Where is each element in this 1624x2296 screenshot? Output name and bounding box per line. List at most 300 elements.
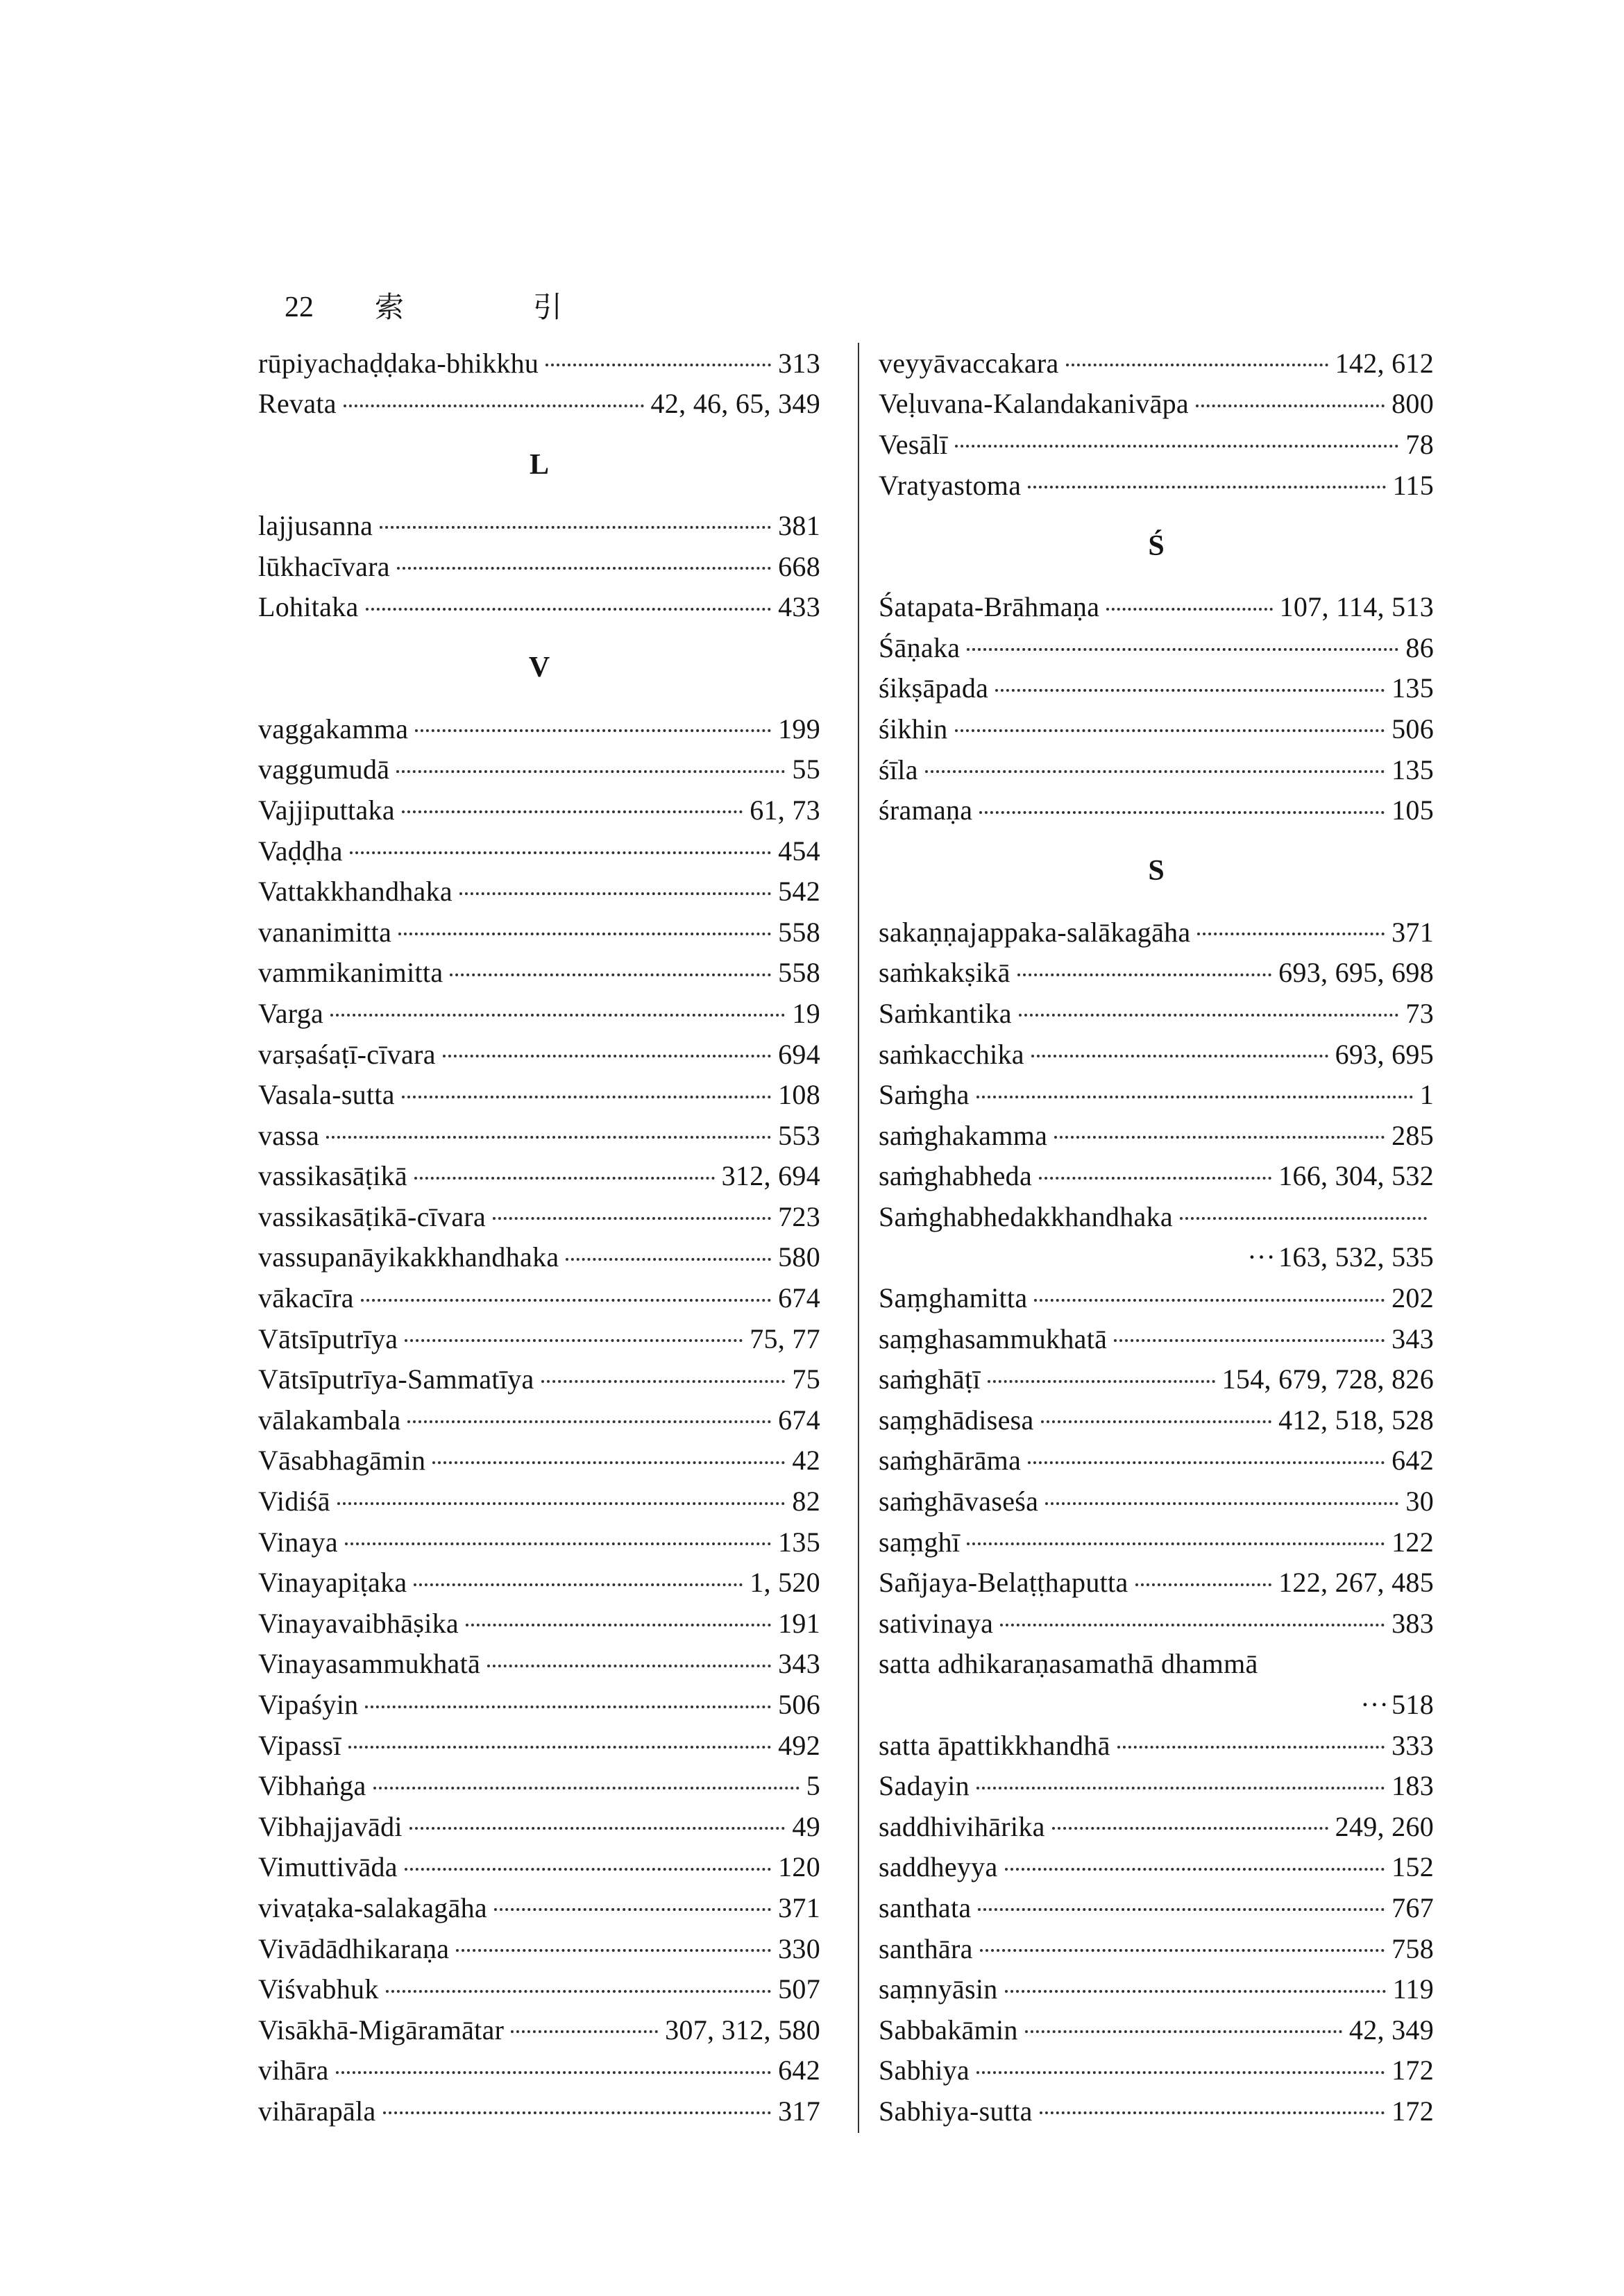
dot-leader bbox=[350, 851, 771, 854]
index-entry-continuation bbox=[879, 1684, 1434, 1725]
index-entry bbox=[879, 1847, 1434, 1888]
index-term: vihāra bbox=[258, 2055, 329, 2086]
index-entry bbox=[879, 1765, 1434, 1806]
index-term: vassupanāyikakkhandhaka bbox=[258, 1241, 559, 1273]
index-term: veyyāvaccakara bbox=[879, 347, 1059, 379]
page-refs: 75 bbox=[792, 1363, 820, 1395]
dot-leader bbox=[1028, 1461, 1385, 1464]
index-term: śikhin bbox=[879, 713, 948, 745]
page-refs: 5 bbox=[806, 1770, 820, 1802]
index-entry bbox=[258, 505, 820, 546]
column-divider bbox=[858, 343, 859, 2133]
index-entry bbox=[879, 912, 1434, 953]
dot-leader bbox=[1197, 933, 1385, 935]
page-refs: 183 bbox=[1392, 1770, 1434, 1802]
dot-leader bbox=[366, 608, 772, 611]
page-refs: 694 bbox=[778, 1038, 820, 1070]
index-entry bbox=[879, 1156, 1434, 1197]
page-refs: 693, 695 bbox=[1335, 1038, 1434, 1070]
page-refs: ··· 518 bbox=[1360, 1688, 1434, 1721]
index-term: Vinayavaibhāṣika bbox=[258, 1607, 459, 1639]
index-term: santhata bbox=[879, 1891, 972, 1923]
index-entry bbox=[258, 993, 820, 1034]
page-refs: 172 bbox=[1392, 2055, 1434, 2086]
index-entry bbox=[258, 1115, 820, 1156]
page-refs: 668 bbox=[778, 550, 820, 582]
dot-leader bbox=[365, 1706, 771, 1708]
index-entry bbox=[879, 465, 1434, 506]
index-column-right bbox=[879, 343, 1434, 2132]
index-term: vassikasāṭikā-cīvara bbox=[258, 1200, 487, 1232]
dot-leader bbox=[1000, 1624, 1385, 1626]
index-entry bbox=[879, 2009, 1434, 2050]
page-refs: 42 bbox=[792, 1445, 820, 1477]
dot-leader bbox=[397, 567, 771, 570]
index-entry bbox=[258, 1481, 820, 1522]
index-entry bbox=[879, 749, 1434, 790]
page-refs: 108 bbox=[778, 1079, 820, 1111]
page-refs: 1, 520 bbox=[750, 1567, 820, 1599]
page-refs: 86 bbox=[1405, 631, 1434, 663]
index-term: saṁghakamma bbox=[879, 1119, 1048, 1151]
section-letter-heading: Ś bbox=[1148, 529, 1165, 562]
page-refs: 42, 349 bbox=[1348, 2014, 1434, 2046]
index-term: Vimuttivāda bbox=[258, 1851, 398, 1883]
page-refs: 75, 77 bbox=[750, 1323, 820, 1354]
index-entry bbox=[258, 2009, 820, 2050]
dot-leader bbox=[1017, 973, 1271, 976]
page-refs: 1 bbox=[1419, 1079, 1434, 1111]
index-entry bbox=[879, 384, 1434, 425]
index-term: saṃghī bbox=[879, 1526, 961, 1558]
index-term: Vipaśyin bbox=[258, 1689, 359, 1721]
index-term: varṣaśaṭī-cīvara bbox=[258, 1038, 436, 1070]
index-term: Viśvabhuk bbox=[258, 1973, 379, 2005]
dot-leader bbox=[380, 526, 771, 529]
index-entry bbox=[879, 627, 1434, 668]
page-refs: 381 bbox=[778, 509, 820, 541]
dot-leader bbox=[976, 1096, 1413, 1098]
index-entry-continuation bbox=[879, 1237, 1434, 1278]
index-term: saṁghabheda bbox=[879, 1160, 1032, 1192]
index-term: rūpiyachaḍḍaka-bhikkhu bbox=[258, 347, 539, 379]
index-term: vākacīra bbox=[258, 1282, 354, 1314]
index-term: saddheyya bbox=[879, 1851, 998, 1883]
page-refs: 433 bbox=[778, 591, 820, 623]
index-entry bbox=[258, 1400, 820, 1440]
dot-leader bbox=[1025, 2030, 1342, 2033]
page-refs: 330 bbox=[778, 1932, 820, 1964]
index-term: Vātsīputrīya-Sammatīya bbox=[258, 1363, 534, 1395]
page-refs: 542 bbox=[778, 876, 820, 908]
dot-leader bbox=[330, 1014, 785, 1017]
page-refs: 199 bbox=[778, 713, 820, 745]
dot-leader bbox=[1052, 1827, 1328, 1830]
page-refs: 142, 612 bbox=[1335, 347, 1434, 379]
index-entry bbox=[258, 1968, 820, 2009]
dot-leader bbox=[466, 1624, 771, 1626]
page-refs: 371 bbox=[1392, 916, 1434, 948]
page-refs: 333 bbox=[1392, 1729, 1434, 1761]
page-refs: 30 bbox=[1405, 1486, 1434, 1517]
index-term: sakaṇṇajappaka-salākagāha bbox=[879, 916, 1191, 948]
dot-leader bbox=[955, 729, 1385, 732]
index-entry bbox=[879, 1318, 1434, 1359]
index-term: saṁkacchika bbox=[879, 1038, 1024, 1070]
index-entry bbox=[258, 1277, 820, 1318]
index-term: vassa bbox=[258, 1119, 320, 1151]
page-refs: 249, 260 bbox=[1335, 1810, 1434, 1842]
dot-leader bbox=[443, 1055, 771, 1057]
page-refs: 202 bbox=[1392, 1282, 1434, 1314]
index-entry bbox=[879, 1968, 1434, 2009]
index-term: saṃnyāsin bbox=[879, 1973, 998, 2005]
index-entry bbox=[258, 1156, 820, 1197]
index-entry bbox=[258, 1074, 820, 1115]
page-refs: 42, 46, 65, 349 bbox=[650, 388, 820, 420]
index-term: Vinayasammukhatā bbox=[258, 1648, 481, 1680]
index-term: saṁghārāma bbox=[879, 1445, 1022, 1477]
index-entry bbox=[258, 1887, 820, 1928]
index-term: Vivādādhikaraṇa bbox=[258, 1932, 450, 1964]
index-entry bbox=[879, 1603, 1434, 1644]
index-entry bbox=[258, 1522, 820, 1563]
index-entry bbox=[879, 953, 1434, 994]
index-entry bbox=[258, 1196, 820, 1237]
index-entry bbox=[258, 1725, 820, 1766]
page-refs: 55 bbox=[792, 754, 820, 785]
index-entry bbox=[879, 708, 1434, 749]
index-entry bbox=[879, 1359, 1434, 1400]
index-term: satta adhikaraṇasamathā dhammā bbox=[879, 1648, 1258, 1680]
page-refs: 642 bbox=[1392, 1445, 1434, 1477]
index-term: Vratyastoma bbox=[879, 469, 1022, 501]
index-entry bbox=[258, 790, 820, 831]
page-refs: 19 bbox=[792, 997, 820, 1029]
index-entry bbox=[879, 1196, 1434, 1237]
index-term: saṁkakṣikā bbox=[879, 957, 1010, 989]
dot-leader bbox=[414, 1583, 743, 1586]
dot-leader bbox=[326, 1136, 771, 1139]
dot-leader bbox=[336, 2071, 771, 2074]
dot-leader bbox=[976, 1787, 1385, 1789]
dot-leader bbox=[450, 973, 771, 976]
dot-leader bbox=[337, 1502, 786, 1505]
page-refs: 693, 695, 698 bbox=[1278, 957, 1434, 989]
index-entry bbox=[258, 708, 820, 749]
page-refs: ··· 163, 532, 535 bbox=[1247, 1241, 1434, 1273]
page-refs: 558 bbox=[778, 916, 820, 948]
index-term: Sabhiya-sutta bbox=[879, 2095, 1033, 2127]
dot-leader bbox=[409, 1827, 786, 1830]
dot-leader bbox=[415, 729, 771, 732]
dot-leader bbox=[511, 2030, 658, 2033]
index-term: Sabbakāmin bbox=[879, 2014, 1018, 2046]
dot-leader bbox=[344, 405, 644, 407]
page-refs: 371 bbox=[778, 1891, 820, 1923]
page-refs: 343 bbox=[1392, 1323, 1434, 1354]
index-entry bbox=[258, 1562, 820, 1603]
page-refs: 78 bbox=[1405, 428, 1434, 460]
dot-leader bbox=[967, 648, 1398, 651]
page-refs: 82 bbox=[792, 1486, 820, 1517]
page-refs: 317 bbox=[778, 2095, 820, 2127]
page-refs: 507 bbox=[778, 1973, 820, 2005]
page-refs: 119 bbox=[1392, 1973, 1434, 2005]
page-refs: 307, 312, 580 bbox=[665, 2014, 820, 2046]
page-refs: 412, 518, 528 bbox=[1278, 1404, 1434, 1436]
index-term: Vesālī bbox=[879, 428, 948, 460]
index-entry bbox=[258, 749, 820, 790]
index-term: Vinaya bbox=[258, 1526, 338, 1558]
page-refs: 105 bbox=[1392, 794, 1434, 826]
dot-leader bbox=[1031, 1055, 1328, 1057]
dot-leader bbox=[386, 1990, 771, 1993]
index-entry bbox=[258, 1603, 820, 1644]
index-term: vālakambala bbox=[258, 1404, 401, 1436]
dot-leader bbox=[1054, 1136, 1385, 1139]
index-term: Vattakkhandhaka bbox=[258, 876, 452, 908]
index-term: Vinayapiṭaka bbox=[258, 1567, 407, 1599]
index-title-char-2: 引 bbox=[533, 290, 563, 324]
page-refs: 135 bbox=[1392, 672, 1434, 704]
index-entry bbox=[258, 546, 820, 587]
index-entry bbox=[879, 1277, 1434, 1318]
dot-leader bbox=[1040, 2111, 1385, 2114]
index-entry bbox=[258, 384, 820, 425]
index-entry bbox=[258, 1237, 820, 1278]
index-entry bbox=[879, 1400, 1434, 1440]
index-entry bbox=[879, 1074, 1434, 1115]
index-entry bbox=[879, 343, 1434, 384]
index-term: satta āpattikkhandhā bbox=[879, 1729, 1110, 1761]
dot-leader bbox=[978, 1908, 1385, 1911]
section-letter-heading: S bbox=[1148, 855, 1165, 887]
index-term: vivaṭaka-salakagāha bbox=[258, 1891, 487, 1923]
index-entry bbox=[879, 993, 1434, 1034]
page-refs: 73 bbox=[1405, 997, 1434, 1029]
page-refs: 492 bbox=[778, 1729, 820, 1761]
dot-leader bbox=[1114, 1339, 1385, 1342]
dot-leader bbox=[407, 1420, 771, 1423]
page-refs: 154, 679, 728, 826 bbox=[1221, 1363, 1434, 1395]
index-entry bbox=[258, 1644, 820, 1685]
index-term: vassikasāṭikā bbox=[258, 1160, 407, 1192]
page-refs: 172 bbox=[1392, 2095, 1434, 2127]
index-term: Vāsabhagāmin bbox=[258, 1445, 426, 1477]
index-entry bbox=[879, 668, 1434, 709]
page-number: 22 bbox=[285, 291, 314, 323]
page-refs: 383 bbox=[1392, 1607, 1434, 1639]
index-entry bbox=[879, 1522, 1434, 1563]
dot-leader bbox=[541, 1380, 786, 1383]
index-term: Śāṇaka bbox=[879, 631, 961, 663]
index-entry bbox=[879, 1725, 1434, 1766]
index-term: Saṁghabhedakkhandhaka bbox=[879, 1200, 1173, 1232]
index-title-char-1: 索 bbox=[375, 290, 405, 324]
section-letter-heading: L bbox=[529, 448, 549, 481]
page-refs: 166, 304, 532 bbox=[1278, 1160, 1434, 1192]
index-entry bbox=[258, 953, 820, 994]
index-term: śramaṇa bbox=[879, 794, 973, 826]
page-refs: 506 bbox=[778, 1689, 820, 1721]
index-entry bbox=[258, 1359, 820, 1400]
dot-leader bbox=[414, 1177, 715, 1180]
dot-leader bbox=[1117, 1746, 1385, 1749]
index-entry bbox=[258, 1847, 820, 1888]
page-refs: 122, 267, 485 bbox=[1278, 1567, 1434, 1599]
dot-leader bbox=[1045, 1502, 1398, 1505]
dot-leader bbox=[373, 1787, 800, 1789]
index-term: śīla bbox=[879, 754, 918, 785]
index-entry bbox=[879, 2091, 1434, 2132]
index-entry bbox=[879, 1115, 1434, 1156]
index-term: Śatapata-Brāhmaṇa bbox=[879, 591, 1100, 623]
dot-leader bbox=[405, 1339, 743, 1342]
page-refs: 191 bbox=[778, 1607, 820, 1639]
index-term: Vajjiputtaka bbox=[258, 794, 395, 826]
section-letter-heading: V bbox=[528, 652, 550, 684]
index-term: sativinaya bbox=[879, 1607, 994, 1639]
index-entry bbox=[879, 1481, 1434, 1522]
page-refs: 285 bbox=[1392, 1119, 1434, 1151]
index-term: Visākhā-Migāramātar bbox=[258, 2014, 505, 2046]
index-entry bbox=[879, 1562, 1434, 1603]
dot-leader bbox=[1041, 1420, 1272, 1423]
dot-leader bbox=[979, 811, 1385, 814]
index-term: Sañjaya-Belaṭṭhaputta bbox=[879, 1567, 1128, 1599]
index-entry bbox=[879, 1928, 1434, 1969]
index-entry bbox=[879, 1887, 1434, 1928]
index-entry bbox=[258, 343, 820, 384]
index-term: Revata bbox=[258, 388, 337, 420]
index-entry bbox=[879, 586, 1434, 627]
index-term: Saṁkantika bbox=[879, 997, 1012, 1029]
page-refs: 767 bbox=[1392, 1891, 1434, 1923]
page-refs: 61, 73 bbox=[750, 794, 820, 826]
index-term: Saṁgha bbox=[879, 1079, 970, 1111]
index-term: Saṃghamitta bbox=[879, 1282, 1028, 1314]
page-refs: 642 bbox=[778, 2055, 820, 2086]
dot-leader bbox=[925, 770, 1385, 773]
index-term: Lohitaka bbox=[258, 591, 359, 623]
index-term: saṁghāṭī bbox=[879, 1363, 981, 1395]
index-term: Vidiśā bbox=[258, 1486, 330, 1517]
dot-leader bbox=[348, 1746, 771, 1749]
dot-leader bbox=[1180, 1217, 1427, 1220]
dot-leader bbox=[1106, 608, 1272, 611]
page-refs: 49 bbox=[792, 1810, 820, 1842]
index-term: saṃghasammukhatā bbox=[879, 1323, 1108, 1354]
dot-leader bbox=[383, 2111, 772, 2114]
index-entry bbox=[258, 1034, 820, 1075]
index-entry bbox=[258, 831, 820, 871]
page-refs: 135 bbox=[1392, 754, 1434, 785]
page-refs: 558 bbox=[778, 957, 820, 989]
page-refs: 313 bbox=[778, 347, 820, 379]
dot-leader bbox=[487, 1665, 771, 1667]
dot-leader bbox=[402, 810, 743, 813]
index-entry bbox=[258, 1684, 820, 1725]
index-term: Vātsīputrīya bbox=[258, 1323, 398, 1354]
dot-leader bbox=[955, 445, 1399, 448]
dot-leader bbox=[566, 1258, 771, 1261]
index-term: Veḷuvana-Kalandakanivāpa bbox=[879, 388, 1189, 420]
dot-leader bbox=[1019, 1014, 1399, 1017]
index-term: Sadayin bbox=[879, 1770, 970, 1802]
index-term: vananimitta bbox=[258, 916, 392, 948]
page-refs: 122 bbox=[1392, 1526, 1434, 1558]
page-refs: 506 bbox=[1392, 713, 1434, 745]
dot-leader bbox=[493, 1217, 771, 1220]
dot-leader bbox=[345, 1542, 771, 1545]
dot-leader bbox=[1034, 1299, 1385, 1302]
page-refs: 120 bbox=[778, 1851, 820, 1883]
dot-leader bbox=[545, 364, 771, 366]
index-term: vaggakamma bbox=[258, 713, 409, 745]
page-refs: 135 bbox=[778, 1526, 820, 1558]
index-term: saddhivihārika bbox=[879, 1810, 1045, 1842]
index-column-left bbox=[258, 343, 820, 2132]
index-term: vihārapāla bbox=[258, 2095, 376, 2127]
dot-leader bbox=[1066, 364, 1328, 366]
dot-leader bbox=[967, 1542, 1385, 1545]
index-term: saṃghādisesa bbox=[879, 1404, 1034, 1436]
dot-leader bbox=[976, 2071, 1385, 2074]
dot-leader bbox=[402, 1096, 771, 1098]
index-entry bbox=[258, 1928, 820, 1969]
index-entry bbox=[879, 790, 1434, 831]
dot-leader bbox=[405, 1868, 771, 1871]
dot-leader bbox=[459, 892, 771, 895]
index-term: Vibhajjavādi bbox=[258, 1810, 403, 1842]
page-header bbox=[285, 283, 632, 332]
page-refs: 115 bbox=[1392, 469, 1434, 501]
dot-leader bbox=[1196, 405, 1385, 407]
index-term: Vaḍḍha bbox=[258, 835, 343, 867]
page-refs: 758 bbox=[1392, 1932, 1434, 1964]
dot-leader bbox=[361, 1299, 771, 1302]
page-refs: 343 bbox=[778, 1648, 820, 1680]
page-refs: 553 bbox=[778, 1119, 820, 1151]
index-entry bbox=[258, 586, 820, 627]
page-refs: 107, 114, 513 bbox=[1279, 591, 1434, 623]
dot-leader bbox=[1005, 1990, 1386, 1993]
dot-leader bbox=[1005, 1868, 1385, 1871]
index-entry bbox=[258, 2050, 820, 2091]
page-refs: 723 bbox=[778, 1200, 820, 1232]
dot-leader bbox=[398, 933, 771, 935]
index-entry bbox=[258, 1440, 820, 1481]
page-refs: 152 bbox=[1392, 1851, 1434, 1883]
index-term: śikṣāpada bbox=[879, 672, 989, 704]
page-refs: 454 bbox=[778, 835, 820, 867]
index-term: Varga bbox=[258, 997, 324, 1029]
index-entry bbox=[879, 424, 1434, 465]
dot-leader bbox=[1028, 486, 1385, 488]
index-entry bbox=[258, 912, 820, 953]
dot-leader bbox=[494, 1908, 771, 1911]
index-term: lūkhacīvara bbox=[258, 550, 390, 582]
index-entry bbox=[879, 1440, 1434, 1481]
dot-leader bbox=[995, 689, 1385, 692]
index-term: saṁghāvaseśa bbox=[879, 1486, 1039, 1517]
index-term: lajjusanna bbox=[258, 509, 373, 541]
index-entry bbox=[879, 1034, 1434, 1075]
index-entry bbox=[879, 1644, 1434, 1685]
index-entry bbox=[258, 1765, 820, 1806]
page-refs: 312, 694 bbox=[721, 1160, 820, 1192]
